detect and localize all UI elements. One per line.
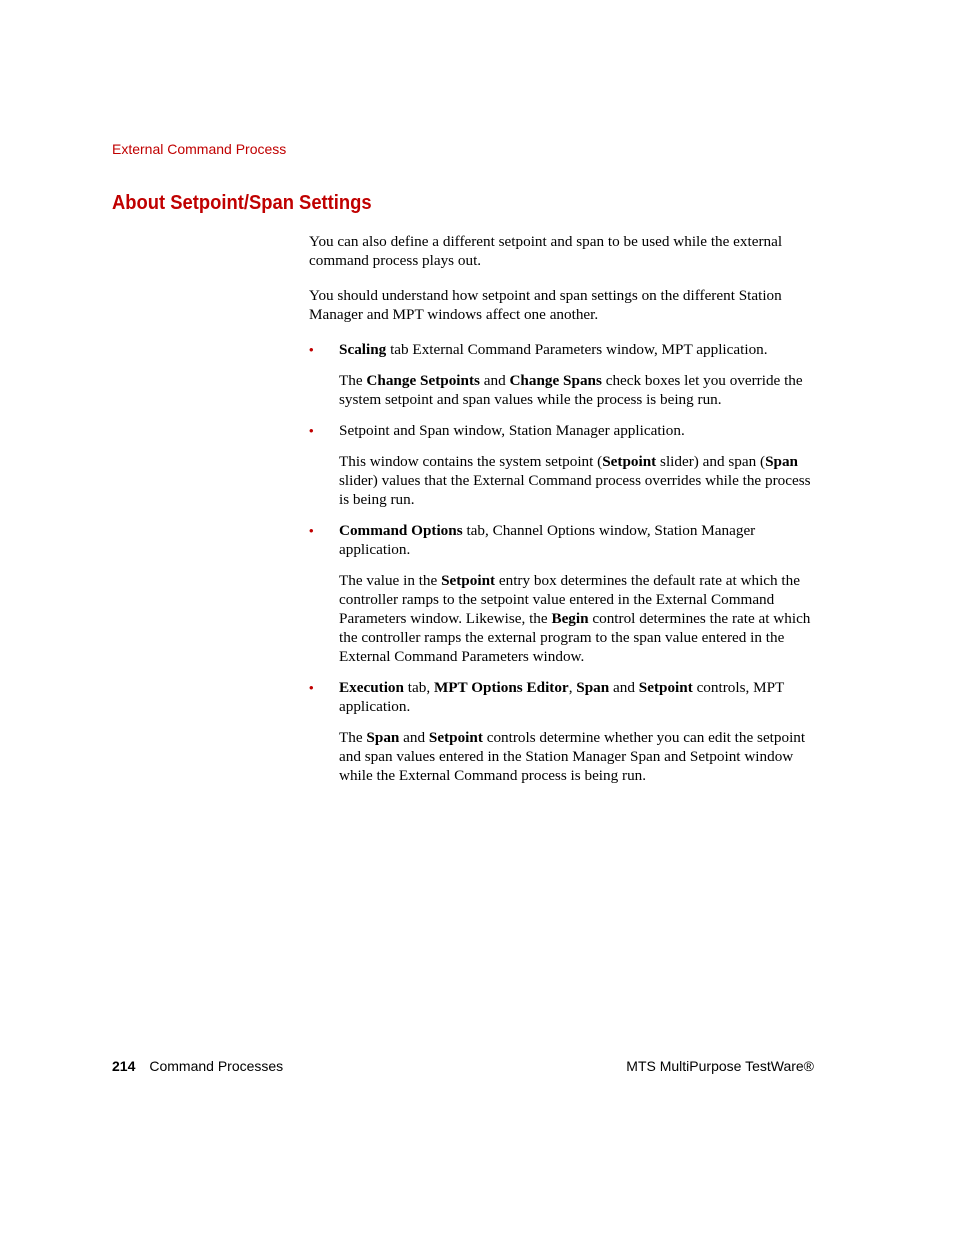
bullet-marker: • — [309, 342, 314, 357]
text-run: control determines the rate at which the controller ramps the external program to the span value entered in the External Command Parameters window. — [339, 610, 811, 665]
bold-term: Change Setpoints — [366, 372, 480, 389]
text-run: and — [399, 729, 429, 746]
bullet-detail — [339, 452, 814, 509]
bold-term: Change Spans — [509, 372, 602, 389]
text-run: tab External Command Parameters window, MPT application. — [386, 341, 768, 358]
footer-left — [112, 1058, 283, 1074]
text-run: , — [568, 679, 577, 696]
bold-term: Span — [576, 679, 610, 696]
text-run: slider) and span ( — [656, 453, 766, 470]
text-run: The value in the — [339, 572, 442, 589]
bold-term: Begin — [551, 610, 589, 627]
bullet-item — [309, 340, 814, 409]
text-run: slider) values that the External Command process overrides while the process is being run. — [339, 472, 811, 508]
bullet-detail — [339, 728, 814, 785]
page-number: 214 — [112, 1058, 136, 1074]
text-run: controls, MPT application. — [339, 679, 785, 715]
text-run: check boxes let you override the system setpoint and span values while the process is being run. — [339, 372, 803, 408]
bullet-item — [309, 521, 814, 666]
bullet-detail — [339, 571, 814, 666]
text-run: controls determine whether you can edit the setpoint and span values entered in the Station Manager Span and Setpoint window while the External Command process is being run. — [339, 729, 806, 784]
bullet-lead — [339, 521, 814, 559]
bullet-lead — [339, 421, 814, 440]
bullet-lead — [339, 340, 814, 359]
bullet-item — [309, 678, 814, 785]
intro-paragraph: You can also define a different setpoint and span to be used while the external command process plays out. — [309, 233, 783, 269]
bullet-list — [309, 340, 814, 785]
bold-term: Execution — [339, 679, 404, 696]
text-run: The — [339, 729, 367, 746]
bold-term: Span — [765, 453, 798, 470]
bullet-marker: • — [309, 680, 314, 695]
running-head: External Command Process — [112, 141, 287, 157]
product-name: MTS MultiPurpose TestWare® — [626, 1058, 814, 1074]
text-run: entry box determines the default rate at which the controller ramps to the setpoint value entered in the External Command Parameters window. Likewise, the — [339, 572, 800, 627]
bold-term: Span — [366, 729, 400, 746]
bullet-item — [309, 421, 814, 509]
bold-term: Setpoint — [602, 453, 657, 470]
chapter-title: Command Processes — [149, 1058, 284, 1074]
bullet-marker: • — [309, 523, 314, 538]
section-title: About Setpoint/Span Settings — [112, 192, 372, 214]
bold-term: Setpoint — [441, 572, 496, 589]
bullet-marker: • — [309, 423, 314, 438]
bold-term: Command Options — [339, 522, 463, 539]
bold-term: MPT Options Editor — [433, 679, 569, 696]
text-run: tab, Channel Options window, Station Manager application. — [339, 522, 756, 558]
body-content — [309, 232, 814, 797]
bold-term: Setpoint — [428, 729, 483, 746]
text-run: and — [479, 372, 510, 389]
bold-term: Scaling — [339, 341, 387, 358]
text-run: This window contains the system setpoint ( — [339, 453, 603, 470]
bullet-detail — [339, 371, 814, 409]
text-run: tab, — [403, 679, 434, 696]
intro-paragraph: You should understand how setpoint and span settings on the different Station Manager and MPT windows affect one another. — [309, 287, 782, 323]
text-run: and — [609, 679, 639, 696]
bold-term: Setpoint — [638, 679, 693, 696]
bullet-lead — [339, 678, 814, 716]
text-run: The — [339, 372, 367, 389]
text-run: Setpoint and Span window, Station Manager application. — [339, 422, 685, 439]
